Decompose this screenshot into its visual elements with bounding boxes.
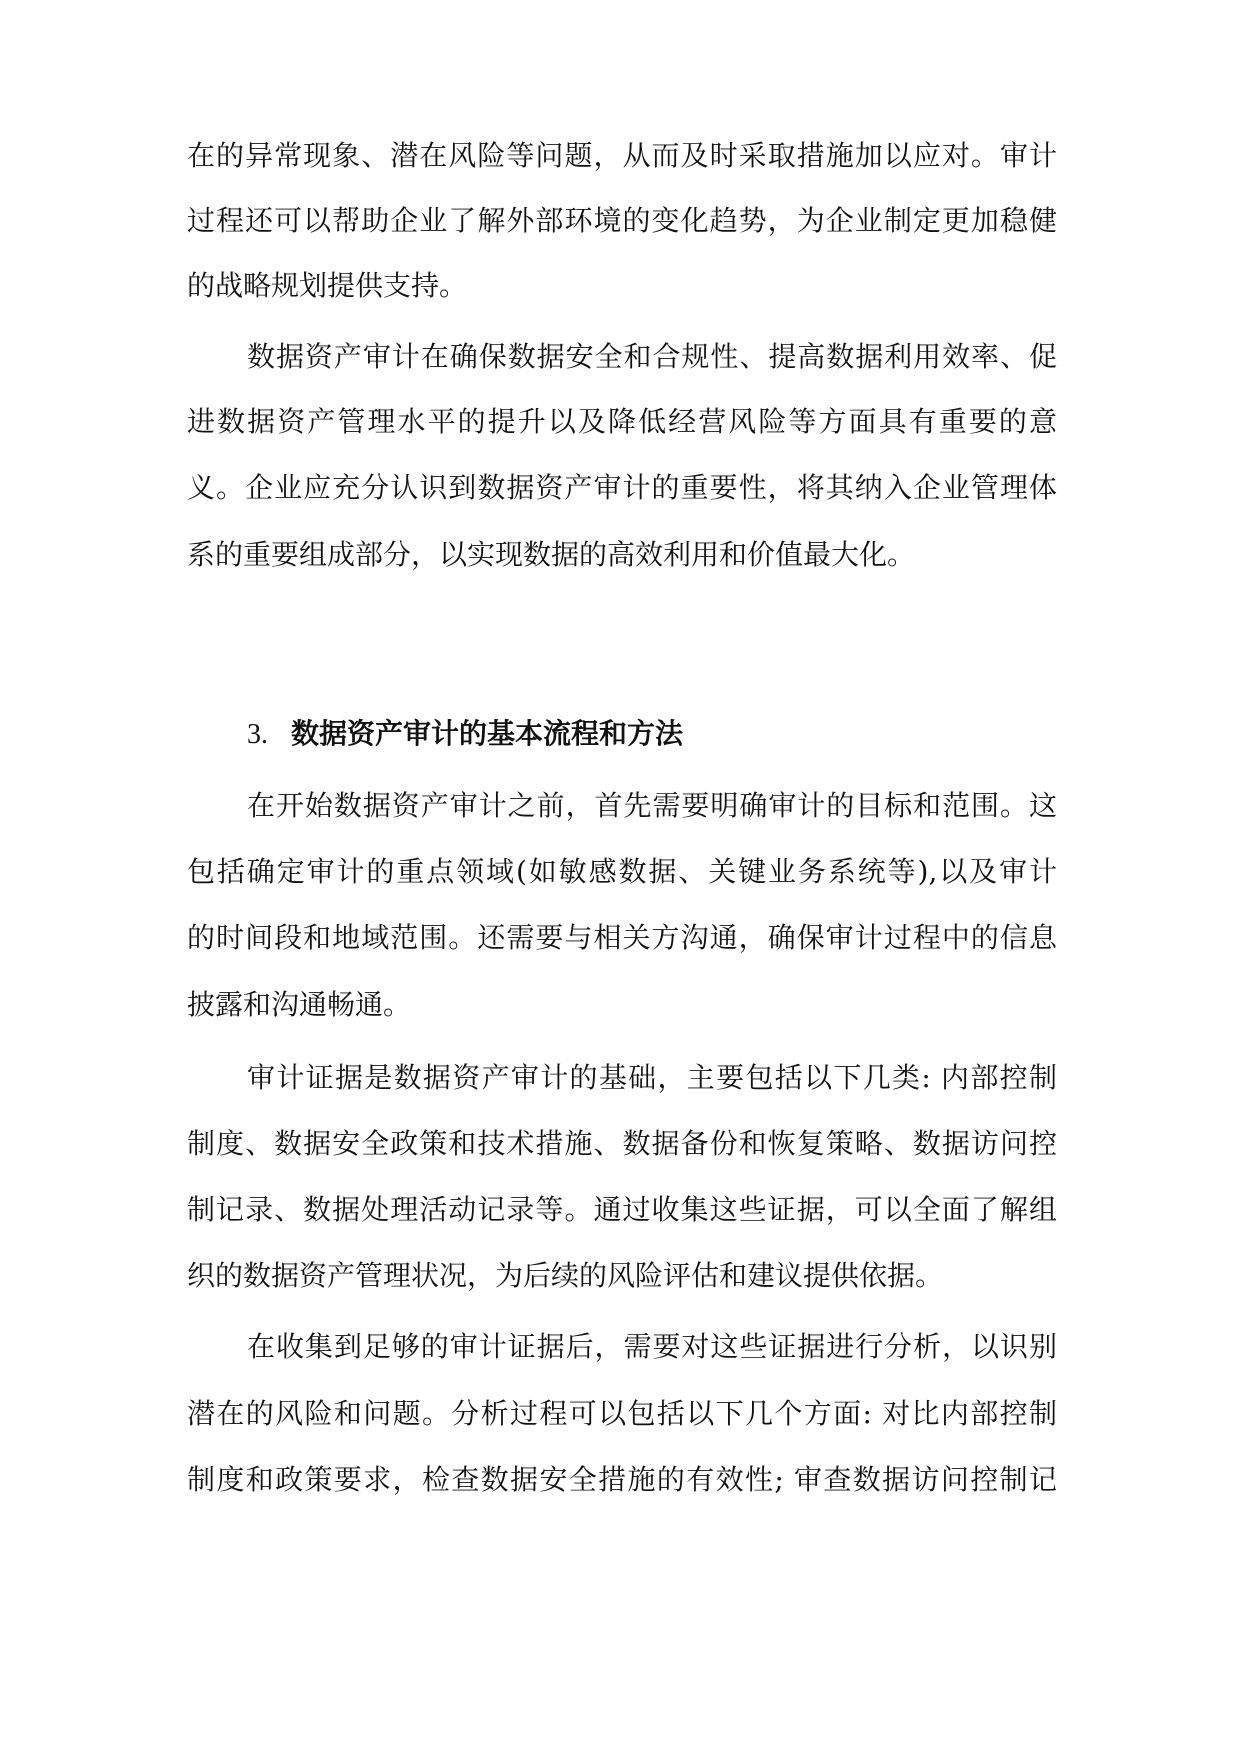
text-line: 数据资产审计在确保数据安全和合规性、提高数据利用效率、促: [247, 340, 1057, 373]
text-line: 过程还可以帮助企业了解外部环境的变化趋势，为企业制定更加稳健: [187, 204, 1057, 237]
text-line: 制记录、数据处理活动记录等。通过收集这些证据，可以全面了解组: [187, 1193, 1057, 1226]
text-line: 进数据资产管理水平的提升以及降低经营风险等方面具有重要的意: [187, 405, 1057, 438]
text-line: 制度和政策要求，检查数据安全措施的有效性; 审查数据访问控制记: [187, 1463, 1057, 1496]
text-line: 义。企业应充分认识到数据资产审计的重要性，将其纳入企业管理体: [187, 471, 1057, 504]
text-line: 在收集到足够的审计证据后，需要对这些证据进行分析，以识别: [247, 1330, 1057, 1363]
text-line: 的战略规划提供支持。: [187, 269, 468, 302]
text-line: 在的异常现象、潜在风险等问题，从而及时采取措施加以应对。审计: [187, 139, 1057, 172]
text-line: 潜在的风险和问题。分析过程可以包括以下几个方面: 对比内部控制: [187, 1397, 1057, 1430]
text-line: 审计证据是数据资产审计的基础，主要包括以下几类: 内部控制: [247, 1061, 1057, 1094]
text-line: 的时间段和地域范围。还需要与相关方沟通，确保审计过程中的信息: [187, 921, 1057, 954]
section-title: 数据资产审计的基本流程和方法: [291, 717, 684, 750]
text-line: 包括确定审计的重点领域(如敏感数据、关键业务系统等),以及审计: [187, 855, 1057, 888]
text-line: 制度、数据安全政策和技术措施、数据备份和恢复策略、数据访问控: [187, 1127, 1057, 1160]
text-line: 披露和沟通畅通。: [187, 988, 412, 1021]
text-line: 在开始数据资产审计之前，首先需要明确审计的目标和范围。这: [247, 789, 1057, 822]
section-heading: [247, 714, 683, 755]
section-number: 3.: [247, 719, 268, 750]
text-line: 织的数据资产管理状况，为后续的风险评估和建议提供依据。: [187, 1259, 944, 1292]
text-line: 系的重要组成部分，以实现数据的高效利用和价值最大化。: [187, 538, 916, 571]
